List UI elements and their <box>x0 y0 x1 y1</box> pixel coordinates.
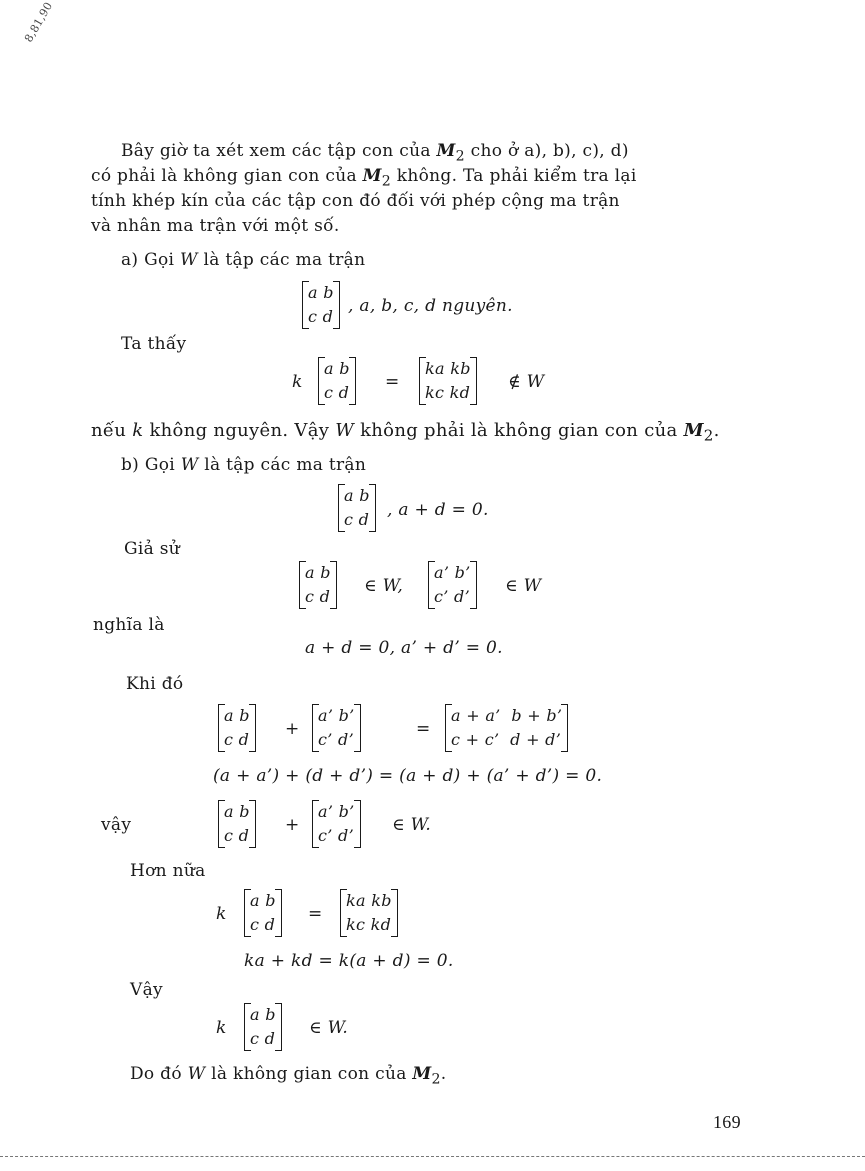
matrix-abcd <box>302 281 340 329</box>
matrix-row: a b <box>224 802 250 821</box>
matrix-row: c d <box>224 826 250 845</box>
in-W: ∈ W <box>505 576 542 596</box>
math-W: W <box>187 1064 206 1084</box>
matrix-abcd <box>299 561 337 609</box>
matrix-abcd <box>338 484 376 532</box>
part-a-conclusion: nếu k không nguyên. Vậy W không phải là không gian con của $M_2$. <box>91 420 720 445</box>
matrix-prime <box>312 800 361 848</box>
equals-sign: = <box>416 719 431 739</box>
math-W: W <box>179 250 198 270</box>
math-k: k <box>132 420 144 441</box>
math-W: W <box>180 455 199 475</box>
matrix-scaled <box>340 889 398 937</box>
matrix-abcd <box>244 889 282 937</box>
matrix-row: a’ b’ <box>318 802 355 821</box>
nghia-la-label: nghĩa là <box>93 615 165 635</box>
part-b-condition: , a + d = 0. <box>387 500 489 520</box>
matrix-abcd <box>218 800 256 848</box>
margin-note: 8,81,90 <box>22 0 56 45</box>
matrix-row: c d <box>305 587 331 606</box>
vay-label: vậy <box>101 815 132 835</box>
matrix-row: c + c’ d + d’ <box>451 730 562 749</box>
intro-line-1 <box>121 141 629 164</box>
matrix-row: c d <box>250 915 276 934</box>
intro-line-2 <box>91 166 637 189</box>
text: không phải là không gian con của <box>360 420 678 441</box>
text: không. Ta phải kiểm tra lại <box>396 166 637 186</box>
vay-upper-label: Vậy <box>130 980 163 1000</box>
math-W: W <box>335 420 355 441</box>
final-conclusion: Do đó W là không gian con của $M_2$. <box>130 1064 447 1088</box>
plus-sign: + <box>285 719 300 739</box>
matrix-row: a b <box>250 891 276 910</box>
k-trace-line: ka + kd = k(a + d) = 0. <box>244 951 454 971</box>
math-M: M <box>362 166 382 186</box>
scalar-k: k <box>216 904 227 924</box>
not-in-W: ∉ W <box>508 372 545 392</box>
khi-do-label: Khi đó <box>126 674 184 694</box>
equals-sign: = <box>308 904 323 924</box>
math-M: M <box>436 141 456 161</box>
matrix-row: a b <box>308 283 334 302</box>
text: là tập các ma trận <box>203 250 366 270</box>
subscript: 2 <box>455 148 465 165</box>
matrix-row: ka kb <box>425 359 471 378</box>
matrix-scaled <box>419 357 477 405</box>
text: có phải là không gian con của <box>91 166 357 186</box>
in-W-dot: ∈ W. <box>392 815 432 835</box>
text: không nguyên. Vậy <box>149 420 330 441</box>
matrix-row: c’ d’ <box>318 826 354 845</box>
matrix-abcd <box>318 357 356 405</box>
matrix-row: a b <box>250 1005 276 1024</box>
matrix-abcd <box>218 704 256 752</box>
bottom-rule <box>0 1156 865 1157</box>
matrix-row: c’ d’ <box>434 587 470 606</box>
matrix-row: kc kd <box>425 383 471 402</box>
intro-line-4: và nhân ma trận với một số. <box>91 216 340 236</box>
plus-sign: + <box>285 815 300 835</box>
matrix-prime <box>312 704 361 752</box>
text: nếu <box>91 420 127 441</box>
text: Bây giờ ta xét xem các tập con của <box>121 141 431 161</box>
matrix-row: c’ d’ <box>318 730 354 749</box>
hon-nua-label: Hơn nữa <box>130 861 206 881</box>
intro-line-3: tính khép kín của các tập con đó đối với phép cộng ma trận <box>91 191 620 211</box>
part-a-condition: , a, b, c, d nguyên. <box>348 296 513 316</box>
matrix-row: a’ b’ <box>318 706 355 725</box>
part-b-heading <box>121 455 366 475</box>
in-W-dot: ∈ W. <box>309 1018 349 1038</box>
subscript: 2 <box>381 173 392 190</box>
ta-thay-label: Ta thấy <box>121 334 187 354</box>
text: là tập các ma trận <box>204 455 367 475</box>
part-a-heading <box>121 250 365 270</box>
subscript: 2 <box>431 1071 441 1088</box>
matrix-row: a’ b’ <box>434 563 471 582</box>
matrix-row: a b <box>344 486 370 505</box>
matrix-row: c d <box>308 307 334 326</box>
gia-su-label: Giả sử <box>124 539 181 559</box>
scalar-k: k <box>216 1018 227 1038</box>
matrix-row: c d <box>224 730 250 749</box>
trace-sum-line: (a + a’) + (d + d’) = (a + d) + (a’ + d’) = 0. <box>213 766 603 786</box>
math-M: M <box>412 1064 432 1084</box>
text: a) Gọi <box>121 250 175 270</box>
equals-sign: = <box>385 372 400 392</box>
matrix-row: a + a’ b + b’ <box>451 706 563 725</box>
matrix-row: c d <box>344 510 370 529</box>
scalar-k: k <box>292 372 303 392</box>
text: là không gian con của <box>211 1064 407 1084</box>
math-M: M <box>683 420 704 441</box>
text: cho ở a), b), c), d) <box>470 141 629 161</box>
matrix-row: a b <box>305 563 331 582</box>
trace-condition: a + d = 0, a’ + d’ = 0. <box>305 638 503 658</box>
matrix-row: ka kb <box>346 891 392 910</box>
matrix-row: c d <box>250 1029 276 1048</box>
in-W-comma: ∈ W, <box>364 576 404 596</box>
matrix-abcd <box>244 1003 282 1051</box>
matrix-row: kc kd <box>346 915 392 934</box>
subscript: 2 <box>703 426 714 445</box>
matrix-prime <box>428 561 477 609</box>
text: Do đó <box>130 1064 182 1084</box>
matrix-row: a b <box>224 706 250 725</box>
text: b) Gọi <box>121 455 175 475</box>
matrix-row: a b <box>324 359 350 378</box>
page-number: 169 <box>713 1112 741 1132</box>
matrix-row: c d <box>324 383 350 402</box>
matrix-sum <box>445 704 568 752</box>
